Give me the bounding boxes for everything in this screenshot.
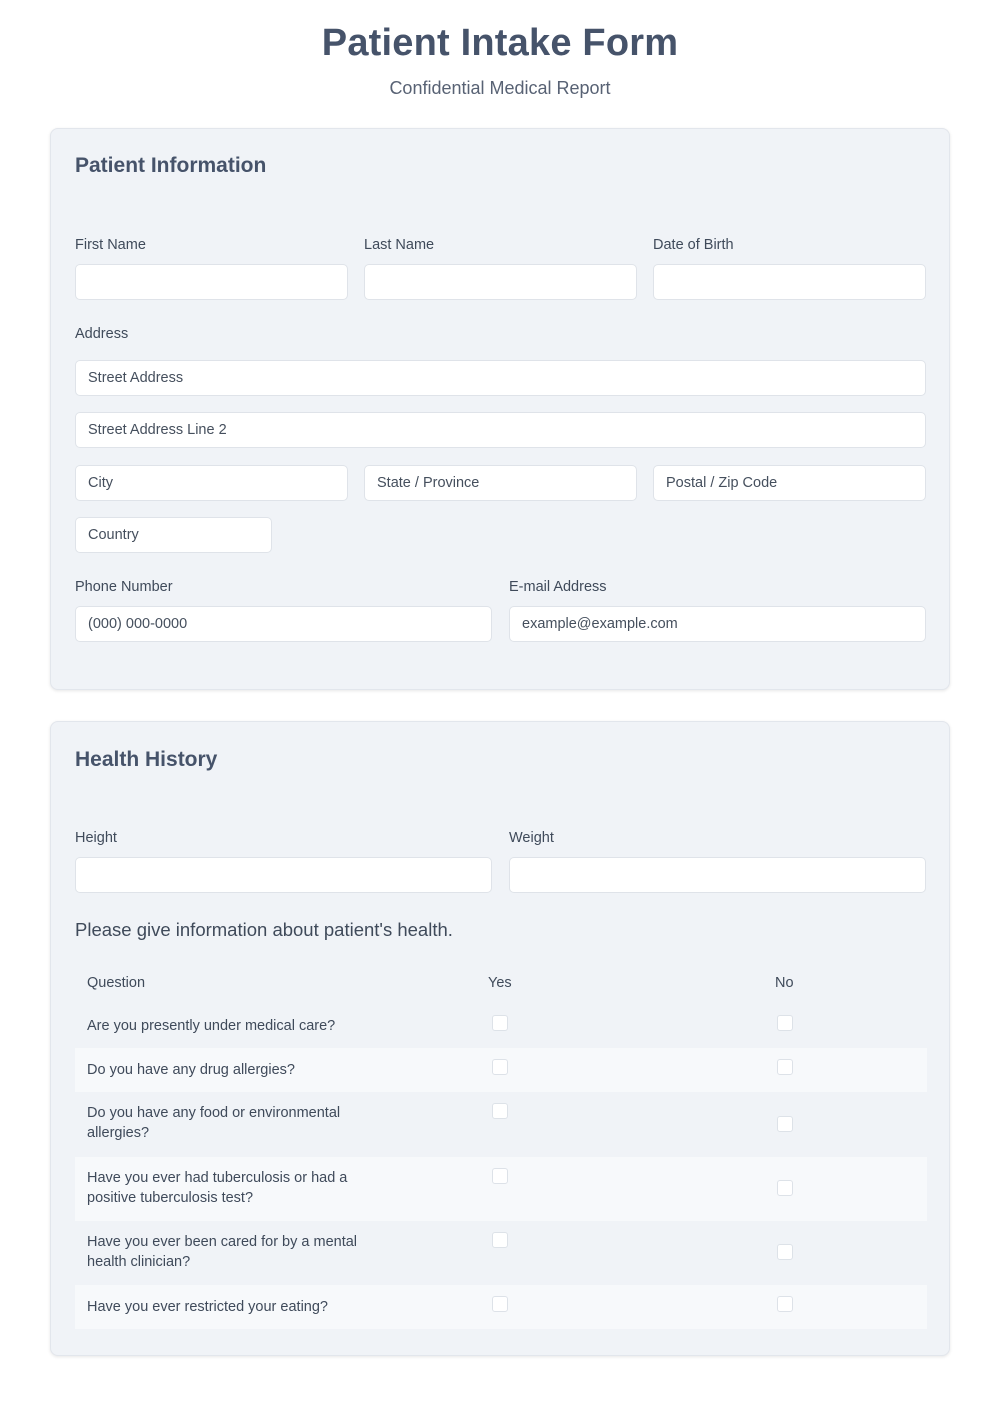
patient-information-card: [50, 128, 950, 690]
table-row: [75, 1092, 927, 1157]
yes-checkbox[interactable]: [492, 1232, 508, 1248]
address-label: Address: [75, 326, 129, 342]
table-header: [75, 964, 927, 1004]
page-title: Patient Intake Form: [321, 22, 679, 64]
no-checkbox[interactable]: [777, 1296, 793, 1312]
weight-input[interactable]: [509, 857, 926, 893]
table-row: [75, 1048, 927, 1092]
no-checkbox[interactable]: [777, 1059, 793, 1075]
table-row: [75, 1004, 927, 1048]
no-checkbox[interactable]: [777, 1116, 793, 1132]
column-header-question: Question: [87, 975, 146, 991]
first-name-input[interactable]: [75, 264, 348, 300]
table-row: [75, 1157, 927, 1221]
zip-input[interactable]: [653, 465, 926, 501]
question-text: Have you ever had tuberculosis or had a positive tuberculosis test?: [87, 1170, 348, 1206]
health-history-card: [50, 721, 950, 1356]
question-text: Have you ever restricted your eating?: [87, 1299, 328, 1315]
phone-input[interactable]: [75, 606, 492, 642]
no-checkbox[interactable]: [777, 1244, 793, 1260]
first-name-label: First Name: [75, 237, 146, 253]
yes-checkbox[interactable]: [492, 1296, 508, 1312]
table-row: [75, 1285, 927, 1329]
no-checkbox[interactable]: [777, 1015, 793, 1031]
yes-checkbox[interactable]: [492, 1168, 508, 1184]
health-history-title: Health History: [75, 748, 218, 771]
dob-label: Date of Birth: [653, 237, 734, 253]
question-text: Do you have any food or environmental allergies?: [87, 1105, 341, 1141]
column-header-no: No: [775, 975, 794, 991]
height-label: Height: [75, 830, 117, 846]
health-question-prompt: Please give information about patient's health.: [75, 919, 453, 940]
question-text: Do you have any drug allergies?: [87, 1062, 295, 1078]
table-row: [75, 1221, 927, 1285]
state-input[interactable]: [364, 465, 637, 501]
yes-checkbox[interactable]: [492, 1015, 508, 1031]
country-input[interactable]: [75, 517, 272, 553]
question-text: Are you presently under medical care?: [87, 1018, 336, 1034]
column-header-yes: Yes: [488, 975, 512, 991]
email-label: E-mail Address: [509, 579, 607, 595]
street-address-input[interactable]: [75, 360, 926, 396]
email-input[interactable]: [509, 606, 926, 642]
question-text: Have you ever been cared for by a mental health clinician?: [87, 1234, 358, 1270]
last-name-label: Last Name: [364, 237, 435, 253]
phone-label: Phone Number: [75, 579, 173, 595]
weight-label: Weight: [509, 830, 554, 846]
height-input[interactable]: [75, 857, 492, 893]
street-address-line2-input[interactable]: [75, 412, 926, 448]
page-subtitle: Confidential Medical Report: [389, 78, 611, 98]
patient-information-title: Patient Information: [75, 154, 267, 177]
yes-checkbox[interactable]: [492, 1103, 508, 1119]
yes-checkbox[interactable]: [492, 1059, 508, 1075]
health-question-table: [75, 964, 927, 1329]
no-checkbox[interactable]: [777, 1180, 793, 1196]
city-input[interactable]: [75, 465, 348, 501]
dob-input[interactable]: [653, 264, 926, 300]
last-name-input[interactable]: [364, 264, 637, 300]
